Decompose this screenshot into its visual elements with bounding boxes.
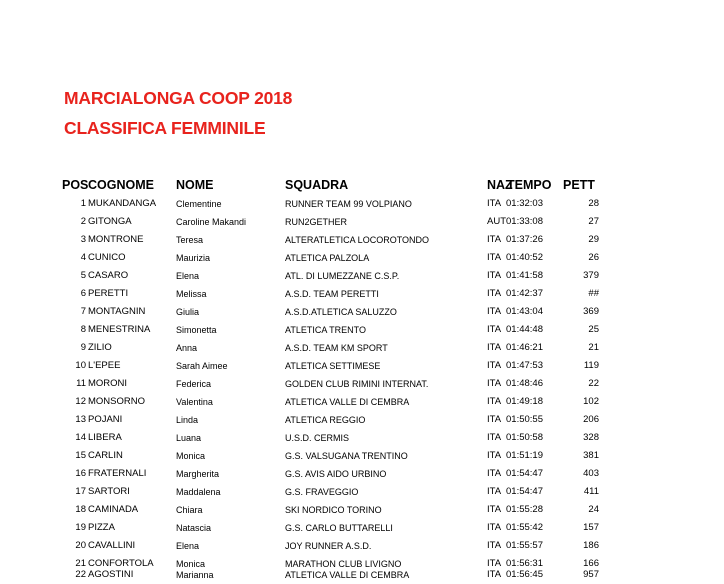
cell-cognome: ZILIO bbox=[88, 342, 112, 353]
cell-pos: 16 bbox=[75, 468, 86, 479]
table-row bbox=[0, 537, 724, 555]
cell-naz: ITA bbox=[487, 522, 502, 533]
cell-squadra: ATL. DI LUMEZZANE C.S.P. bbox=[285, 271, 400, 281]
cell-pos: 10 bbox=[75, 360, 86, 371]
cell-naz: ITA bbox=[487, 540, 502, 551]
cell-pos: 2 bbox=[80, 216, 86, 227]
cell-cognome: CONFORTOLA bbox=[88, 558, 154, 569]
table-row bbox=[0, 375, 724, 393]
cell-pos: 19 bbox=[75, 522, 86, 533]
cell-nome: Monica bbox=[176, 451, 206, 461]
cell-naz: ITA bbox=[487, 306, 502, 317]
cell-cognome: POJANI bbox=[88, 414, 123, 425]
cell-cognome: PERETTI bbox=[88, 288, 129, 299]
cell-pett: 22 bbox=[588, 378, 599, 389]
cell-naz: ITA bbox=[487, 569, 502, 580]
cell-pett: 379 bbox=[583, 270, 599, 281]
cell-naz: ITA bbox=[487, 396, 502, 407]
cell-pett: 957 bbox=[583, 569, 599, 580]
cell-cognome: MONSORNO bbox=[88, 396, 145, 407]
cell-squadra: ATLETICA REGGIO bbox=[285, 415, 366, 425]
table-row bbox=[0, 249, 724, 267]
cell-nome: Caroline Makandi bbox=[176, 217, 247, 227]
cell-cognome: CAVALLINI bbox=[88, 540, 136, 551]
cell-squadra: ALTERATLETICA LOCOROTONDO bbox=[285, 235, 430, 245]
cell-squadra: ATLETICA VALLE DI CEMBRA bbox=[285, 397, 410, 407]
cell-pos: 13 bbox=[75, 414, 86, 425]
cell-nome: Luana bbox=[176, 433, 202, 443]
cell-pett: 27 bbox=[588, 216, 599, 227]
header-squadra: SQUADRA bbox=[285, 178, 349, 192]
cell-naz: ITA bbox=[487, 486, 502, 497]
cell-nome: Elena bbox=[176, 541, 200, 551]
header-pett: PETT bbox=[563, 178, 595, 192]
cell-nome: Simonetta bbox=[176, 325, 217, 335]
cell-pett: 369 bbox=[583, 306, 599, 317]
cell-tempo: 01:41:58 bbox=[506, 270, 543, 281]
table-row bbox=[0, 231, 724, 249]
cell-naz: ITA bbox=[487, 198, 502, 209]
cell-nome: Maddalena bbox=[176, 487, 221, 497]
cell-pos: 14 bbox=[75, 432, 86, 443]
cell-tempo: 01:54:47 bbox=[506, 486, 543, 497]
cell-naz: ITA bbox=[487, 432, 502, 443]
cell-tempo: 01:56:45 bbox=[506, 569, 543, 580]
cell-pos: 5 bbox=[80, 270, 86, 281]
cell-tempo: 01:46:21 bbox=[506, 342, 543, 353]
cell-nome: Melissa bbox=[176, 289, 207, 299]
cell-cognome: CUNICO bbox=[88, 252, 126, 263]
cell-nome: Teresa bbox=[176, 235, 204, 245]
cell-nome: Sarah Aimee bbox=[176, 361, 228, 371]
table-row bbox=[0, 357, 724, 375]
cell-squadra: RUN2GETHER bbox=[285, 217, 348, 227]
cell-tempo: 01:33:08 bbox=[506, 216, 543, 227]
cell-pett: 166 bbox=[583, 558, 599, 569]
table-row bbox=[0, 213, 724, 231]
header-cognome: COGNOME bbox=[88, 178, 154, 192]
cell-naz: ITA bbox=[487, 450, 502, 461]
cell-cognome: LIBERA bbox=[88, 432, 122, 443]
cell-pos: 21 bbox=[75, 558, 86, 569]
cell-pett: 102 bbox=[583, 396, 599, 407]
cell-tempo: 01:55:42 bbox=[506, 522, 543, 533]
cell-squadra: GOLDEN CLUB RIMINI INTERNAT. bbox=[285, 379, 429, 389]
cell-tempo: 01:42:37 bbox=[506, 288, 543, 299]
cell-pett: 206 bbox=[583, 414, 599, 425]
cell-pos: 18 bbox=[75, 504, 86, 515]
table-row bbox=[0, 447, 724, 465]
cell-pos: 22 bbox=[75, 569, 86, 580]
cell-naz: ITA bbox=[487, 270, 502, 281]
cell-squadra: G.S. FRAVEGGIO bbox=[285, 487, 359, 497]
cell-nome: Clementine bbox=[176, 199, 222, 209]
cell-squadra: G.S. VALSUGANA TRENTINO bbox=[285, 451, 408, 461]
cell-tempo: 01:44:48 bbox=[506, 324, 543, 335]
cell-pett: 157 bbox=[583, 522, 599, 533]
cell-tempo: 01:47:53 bbox=[506, 360, 543, 371]
cell-pos: 15 bbox=[75, 450, 86, 461]
table-row bbox=[0, 465, 724, 483]
cell-naz: ITA bbox=[487, 324, 502, 335]
cell-tempo: 01:56:31 bbox=[506, 558, 543, 569]
cell-nome: Natascia bbox=[176, 523, 212, 533]
cell-cognome: AGOSTINI bbox=[88, 569, 134, 580]
header-nome: NOME bbox=[176, 178, 214, 192]
cell-squadra: ATLETICA PALZOLA bbox=[285, 253, 370, 263]
table-row bbox=[0, 519, 724, 537]
cell-cognome: MORONI bbox=[88, 378, 128, 389]
cell-cognome: PIZZA bbox=[88, 522, 115, 533]
cell-squadra: A.S.D. TEAM KM SPORT bbox=[285, 343, 388, 353]
cell-squadra: ATLETICA VALLE DI CEMBRA bbox=[285, 570, 410, 580]
cell-tempo: 01:54:47 bbox=[506, 468, 543, 479]
document-subtitle: CLASSIFICA FEMMINILE bbox=[64, 118, 266, 138]
table-row bbox=[0, 483, 724, 501]
cell-pett: 403 bbox=[583, 468, 599, 479]
cell-nome: Anna bbox=[176, 343, 198, 353]
header-naz: NAZ bbox=[487, 178, 513, 192]
cell-tempo: 01:43:04 bbox=[506, 306, 543, 317]
header-tempo: TEMPO bbox=[507, 178, 552, 192]
cell-cognome: SARTORI bbox=[88, 486, 130, 497]
cell-cognome: GITONGA bbox=[88, 216, 132, 227]
cell-squadra: ATLETICA SETTIMESE bbox=[285, 361, 381, 371]
table-row bbox=[0, 393, 724, 411]
cell-pett: 119 bbox=[583, 360, 599, 371]
cell-squadra: G.S. AVIS AIDO URBINO bbox=[285, 469, 387, 479]
cell-tempo: 01:51:19 bbox=[506, 450, 543, 461]
cell-pos: 8 bbox=[80, 324, 86, 335]
cell-nome: Giulia bbox=[176, 307, 200, 317]
cell-nome: Valentina bbox=[176, 397, 213, 407]
document-title: MARCIALONGA COOP 2018 bbox=[64, 88, 293, 108]
cell-nome: Margherita bbox=[176, 469, 220, 479]
cell-tempo: 01:55:28 bbox=[506, 504, 543, 515]
cell-naz: ITA bbox=[487, 288, 502, 299]
table-row bbox=[0, 429, 724, 447]
table-row bbox=[0, 285, 724, 303]
cell-squadra: A.S.D.ATLETICA SALUZZO bbox=[285, 307, 397, 317]
cell-naz: ITA bbox=[487, 378, 502, 389]
table-row bbox=[0, 411, 724, 429]
cell-cognome: FRATERNALI bbox=[88, 468, 147, 479]
cell-pett: 21 bbox=[588, 342, 599, 353]
table-row bbox=[0, 195, 724, 213]
cell-pos: 17 bbox=[75, 486, 86, 497]
cell-squadra: G.S. CARLO BUTTARELLI bbox=[285, 523, 393, 533]
cell-tempo: 01:55:57 bbox=[506, 540, 543, 551]
cell-squadra: MARATHON CLUB LIVIGNO bbox=[285, 559, 402, 569]
cell-pett: 26 bbox=[588, 252, 599, 263]
cell-pos: 7 bbox=[80, 306, 86, 317]
cell-pos: 6 bbox=[80, 288, 86, 299]
cell-cognome: CARLIN bbox=[88, 450, 123, 461]
cell-pos: 9 bbox=[80, 342, 86, 353]
cell-nome: Linda bbox=[176, 415, 199, 425]
cell-cognome: MONTAGNIN bbox=[88, 306, 146, 317]
cell-nome: Marianna bbox=[176, 570, 214, 580]
cell-squadra: SKI NORDICO TORINO bbox=[285, 505, 382, 515]
cell-naz: ITA bbox=[487, 252, 502, 263]
cell-pos: 1 bbox=[80, 198, 86, 209]
cell-tempo: 01:48:46 bbox=[506, 378, 543, 389]
table-row bbox=[0, 267, 724, 285]
cell-nome: Monica bbox=[176, 559, 206, 569]
cell-pett: 29 bbox=[588, 234, 599, 245]
cell-pos: 3 bbox=[80, 234, 86, 245]
cell-pett: 25 bbox=[588, 324, 599, 335]
cell-nome: Chiara bbox=[176, 505, 203, 515]
header-pos: POS bbox=[62, 178, 89, 192]
cell-pett: 186 bbox=[583, 540, 599, 551]
results-table-header bbox=[0, 176, 724, 194]
cell-pos: 4 bbox=[80, 252, 86, 263]
cell-pett: 381 bbox=[583, 450, 599, 461]
cell-naz: ITA bbox=[487, 360, 502, 371]
cell-pos: 20 bbox=[75, 540, 86, 551]
table-row bbox=[0, 321, 724, 339]
cell-tempo: 01:50:55 bbox=[506, 414, 543, 425]
cell-naz: ITA bbox=[487, 234, 502, 245]
cell-naz: ITA bbox=[487, 468, 502, 479]
cell-cognome: MONTRONE bbox=[88, 234, 144, 245]
cell-cognome: L'EPEE bbox=[88, 360, 121, 371]
table-row bbox=[0, 339, 724, 357]
table-row bbox=[0, 566, 724, 584]
cell-pett: 328 bbox=[583, 432, 599, 443]
cell-naz: ITA bbox=[487, 414, 502, 425]
cell-squadra: ATLETICA TRENTO bbox=[285, 325, 367, 335]
cell-naz: AUT bbox=[487, 216, 506, 227]
cell-squadra: JOY RUNNER A.S.D. bbox=[285, 541, 372, 551]
cell-squadra: RUNNER TEAM 99 VOLPIANO bbox=[285, 199, 412, 209]
cell-pett: 24 bbox=[588, 504, 599, 515]
cell-cognome: CAMINADA bbox=[88, 504, 139, 515]
cell-naz: ITA bbox=[487, 342, 502, 353]
cell-pett: 411 bbox=[583, 486, 599, 497]
cell-tempo: 01:50:58 bbox=[506, 432, 543, 443]
cell-naz: ITA bbox=[487, 558, 502, 569]
cell-tempo: 01:32:03 bbox=[506, 198, 543, 209]
cell-squadra: U.S.D. CERMIS bbox=[285, 433, 350, 443]
cell-nome: Elena bbox=[176, 271, 200, 281]
cell-tempo: 01:49:18 bbox=[506, 396, 543, 407]
cell-tempo: 01:37:26 bbox=[506, 234, 543, 245]
cell-pett: ## bbox=[588, 288, 599, 299]
cell-pos: 11 bbox=[76, 378, 86, 389]
cell-cognome: CASARO bbox=[88, 270, 129, 281]
cell-cognome: MUKANDANGA bbox=[88, 198, 157, 209]
cell-pos: 12 bbox=[75, 396, 86, 407]
cell-naz: ITA bbox=[487, 504, 502, 515]
cell-squadra: A.S.D. TEAM PERETTI bbox=[285, 289, 379, 299]
table-row bbox=[0, 303, 724, 321]
cell-nome: Maurizia bbox=[176, 253, 211, 263]
table-row bbox=[0, 501, 724, 519]
cell-pett: 28 bbox=[588, 198, 599, 209]
cell-nome: Federica bbox=[176, 379, 212, 389]
cell-tempo: 01:40:52 bbox=[506, 252, 543, 263]
cell-cognome: MENESTRINA bbox=[88, 324, 151, 335]
